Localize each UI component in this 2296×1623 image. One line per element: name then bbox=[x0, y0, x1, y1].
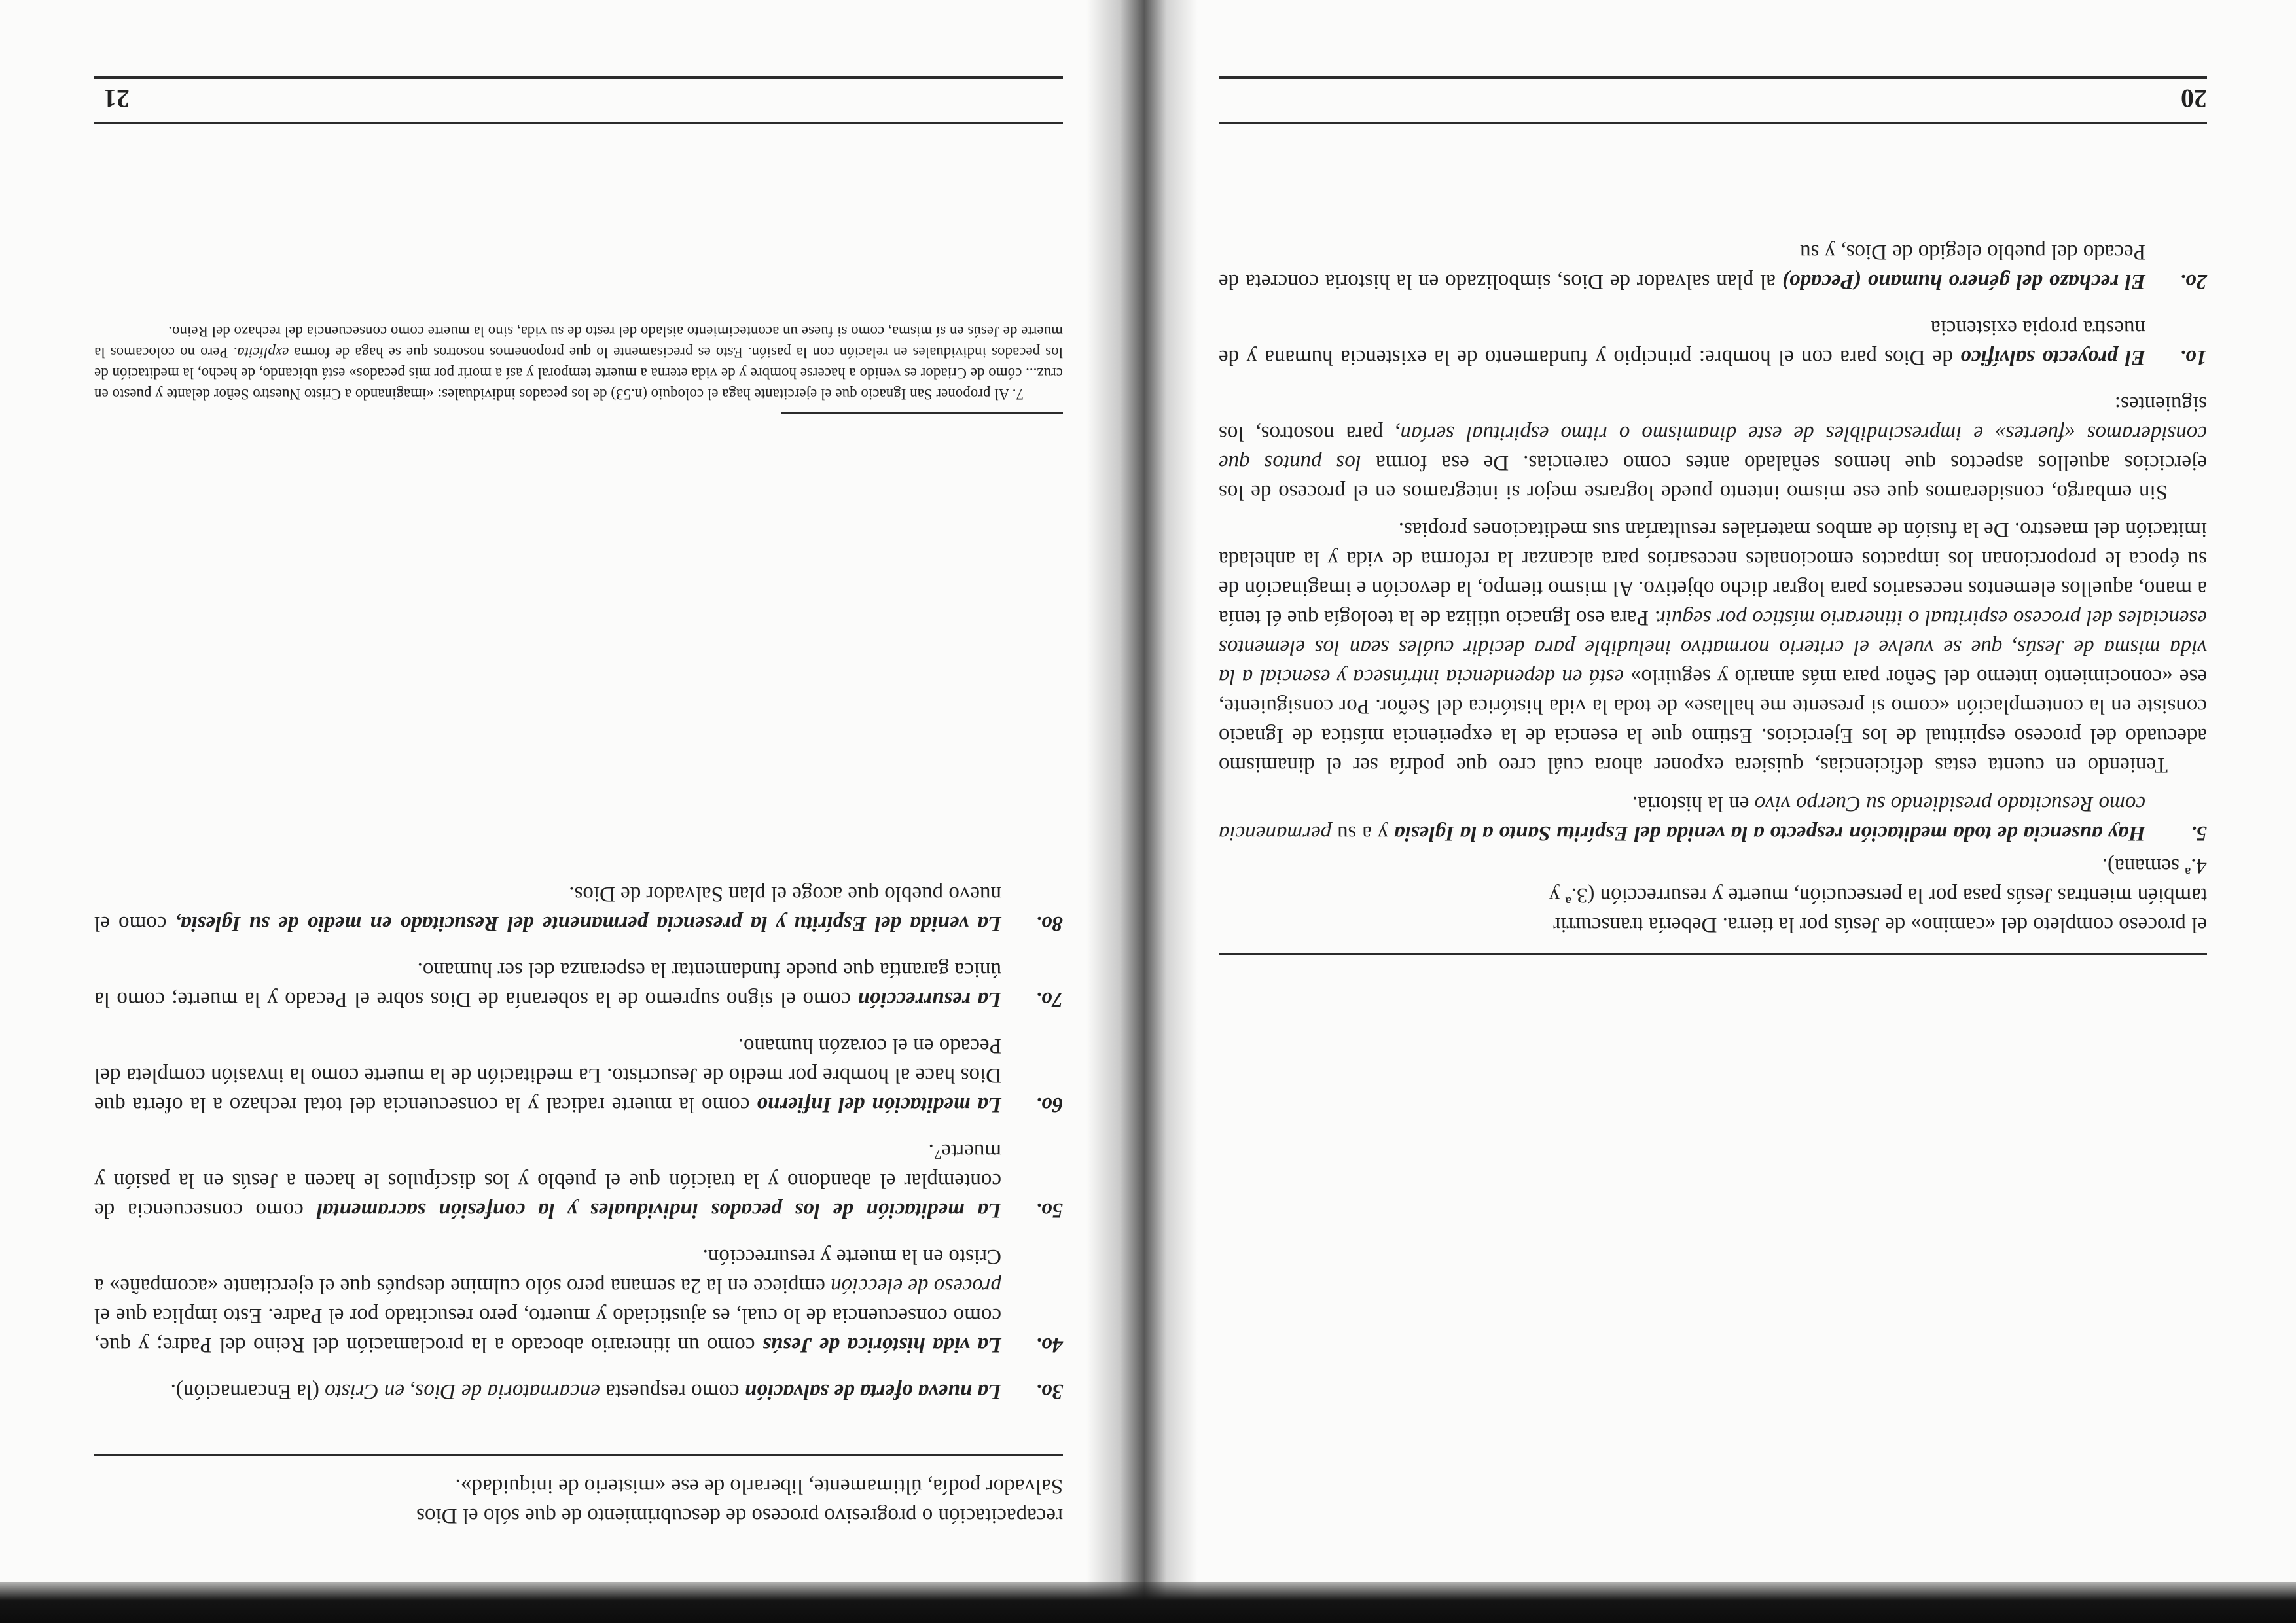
list-item: 7o. La resurrección como el signo supremo de la soberanía de Dios sobre el Pecado y la muerte; como la única garantía que puede fundamentar la esperanza del ser humano. bbox=[94, 958, 1063, 1011]
page-21-body bbox=[94, 879, 1063, 1530]
page-number: 21 bbox=[103, 84, 130, 113]
list-item: 6o. La meditación del Infierno como la muerte radical y la consecuencia del total rechazo a la oferta que Dios hace al hombre por medio de Jesucristo. La meditación de la muerte como la invasión completa del Pecado en el corazón humano. bbox=[94, 1034, 1063, 1116]
list-item: 4o. La vida histórica de Jesús como un itinerario abocado a la proclamación del Reino del Padre; y que, como consecuencia de lo cual, es ajusticiado y muerto, pero resucitado por el Padre. Esto implica que el proceso de elección empiece en la 2a semana pero sólo culmine después que el ejercitante «acompañe» a Cristo en la muerte y resurrección. bbox=[94, 1245, 1063, 1357]
list-item: 8o. La venida del Espíritu y la presencia permanente del Resucitado en medio de su Iglesia, como el nuevo pueblo que acoge el plan Salvador de Dios. bbox=[94, 882, 1063, 935]
list-item: 1o. El proyecto salvífico de Dios para con el hombre: principio y fundamento de la existencia humana y de nuestra propia existencia bbox=[1219, 316, 2207, 369]
footer-rule bbox=[1219, 76, 2207, 79]
paragraph: Teniendo en cuenta estas deficiencias, quisiera exponer ahora cuál creo que podría ser el dinamismo adecuado del proceso espiritual de los Ejercicios. Estimo que la esencia de la experiencia mística de Ignacio consiste en la contemplación «como si presente me hallase» de toda la vida histórica del Señor. Por consiguiente, ese «conocimiento interno del Señor para más amarlo y seguirlo» está en dependencia intrínseca y esencial a la vida misma de Jesús, que se vuelve el criterio normativo ineludible para decidir cuáles sean los elementos esenciales del proceso espiritual o itinerario místico por seguir. Para eso Ignacio utiliza de la teología que él tenía a mano, aquellos elementos necesarios para lograr dicho objetivo. Al mismo tiempo, la devoción e imaginación de su época le proporcionan los impactos emocionales necesarios para alcanzar la reforma de vida y la anhelada imitación del maestro. De la fusión de ambos materiales resultarían sus meditaciones propias. bbox=[1218, 518, 2207, 777]
scanner-edge-shadow bbox=[0, 1582, 2296, 1623]
list-item: 5o. La meditación de los pecados individuales y la confesión sacramental como consecuencia de contemplar el abandono y la traición que el pueblo y los discípulos le hacen a Jesús en la pasión y muerte⁷. bbox=[94, 1139, 1063, 1222]
footnote: 7. Al proponer San Ignacio que el ejercitante haga el coloquio (n.53) de los pecados individuales: «imaginando a Cristo Nuestro Señor delante y puesto en cruz... cómo de Criador es venido a hacerse hombre y de vida eterna a muerte temporal y así a morir por mis pecados» está ubicando, de hecho, la meditación de los pecados individuales en relación con la pasión. Esto es precisamente lo que proponemos nosotros que se haga de forma explícita. Pero no colocamos la muerte de Jesús en sí misma, como si fuese un acontecimiento aislado del resto de su vida, sino la muerte como consecuencia del rechazo del Reino. bbox=[94, 323, 1063, 402]
page-number: 20 bbox=[2181, 84, 2207, 113]
paragraph: Sin embargo, consideramos que ese mismo intento puede lograrse mejor si integramos en el proceso de los ejercicios aquellos aspectos que hemos señalado antes como carencias. De esa forma los puntos que consideramos «fuertes» e imprescindibles de este dinamismo o ritmo espiritual serían, para nosotros, los siguientes: bbox=[1218, 392, 2207, 504]
section-rule bbox=[1219, 953, 2207, 955]
paragraph: el proceso completo del «camino» de Jesús por la tierra. Debería transcurrir también mientras Jesús pasa por la persecución, muerte y resurrección (3.ª y 4.ª semana). bbox=[1549, 854, 2207, 936]
footnote-rule bbox=[781, 412, 1063, 414]
paragraph: recapacitación o progresivo proceso de descubrimiento de que sólo el Dios Salvador podía, últimamente, liberarlo de ese «misterio de iniquidad». bbox=[416, 1474, 1063, 1527]
list-item: 3o. La nueva oferta de salvación como respuesta encarnatoria de Dios, en Cristo (la Encarnación). bbox=[170, 1380, 1063, 1403]
footer-rule bbox=[94, 122, 1063, 124]
page-20 bbox=[1148, 0, 2296, 1623]
footer-rule bbox=[94, 76, 1063, 79]
page-20-body bbox=[1219, 237, 2207, 939]
list-item: 5. Hay ausencia de toda meditación respecto a la venida del Espíritu Santo a la Iglesia y a su permanencia como Resucitado presidiendo su Cuerpo vivo en la historia. bbox=[1218, 792, 2207, 845]
footer-rule bbox=[1219, 122, 2207, 124]
list-item: 2o. El rechazo del género humano (Pecado) al plan salvador de Dios, simbolizado en la historia concreta de Pecado del pueblo elegido de Dios, y su bbox=[1219, 240, 2207, 293]
